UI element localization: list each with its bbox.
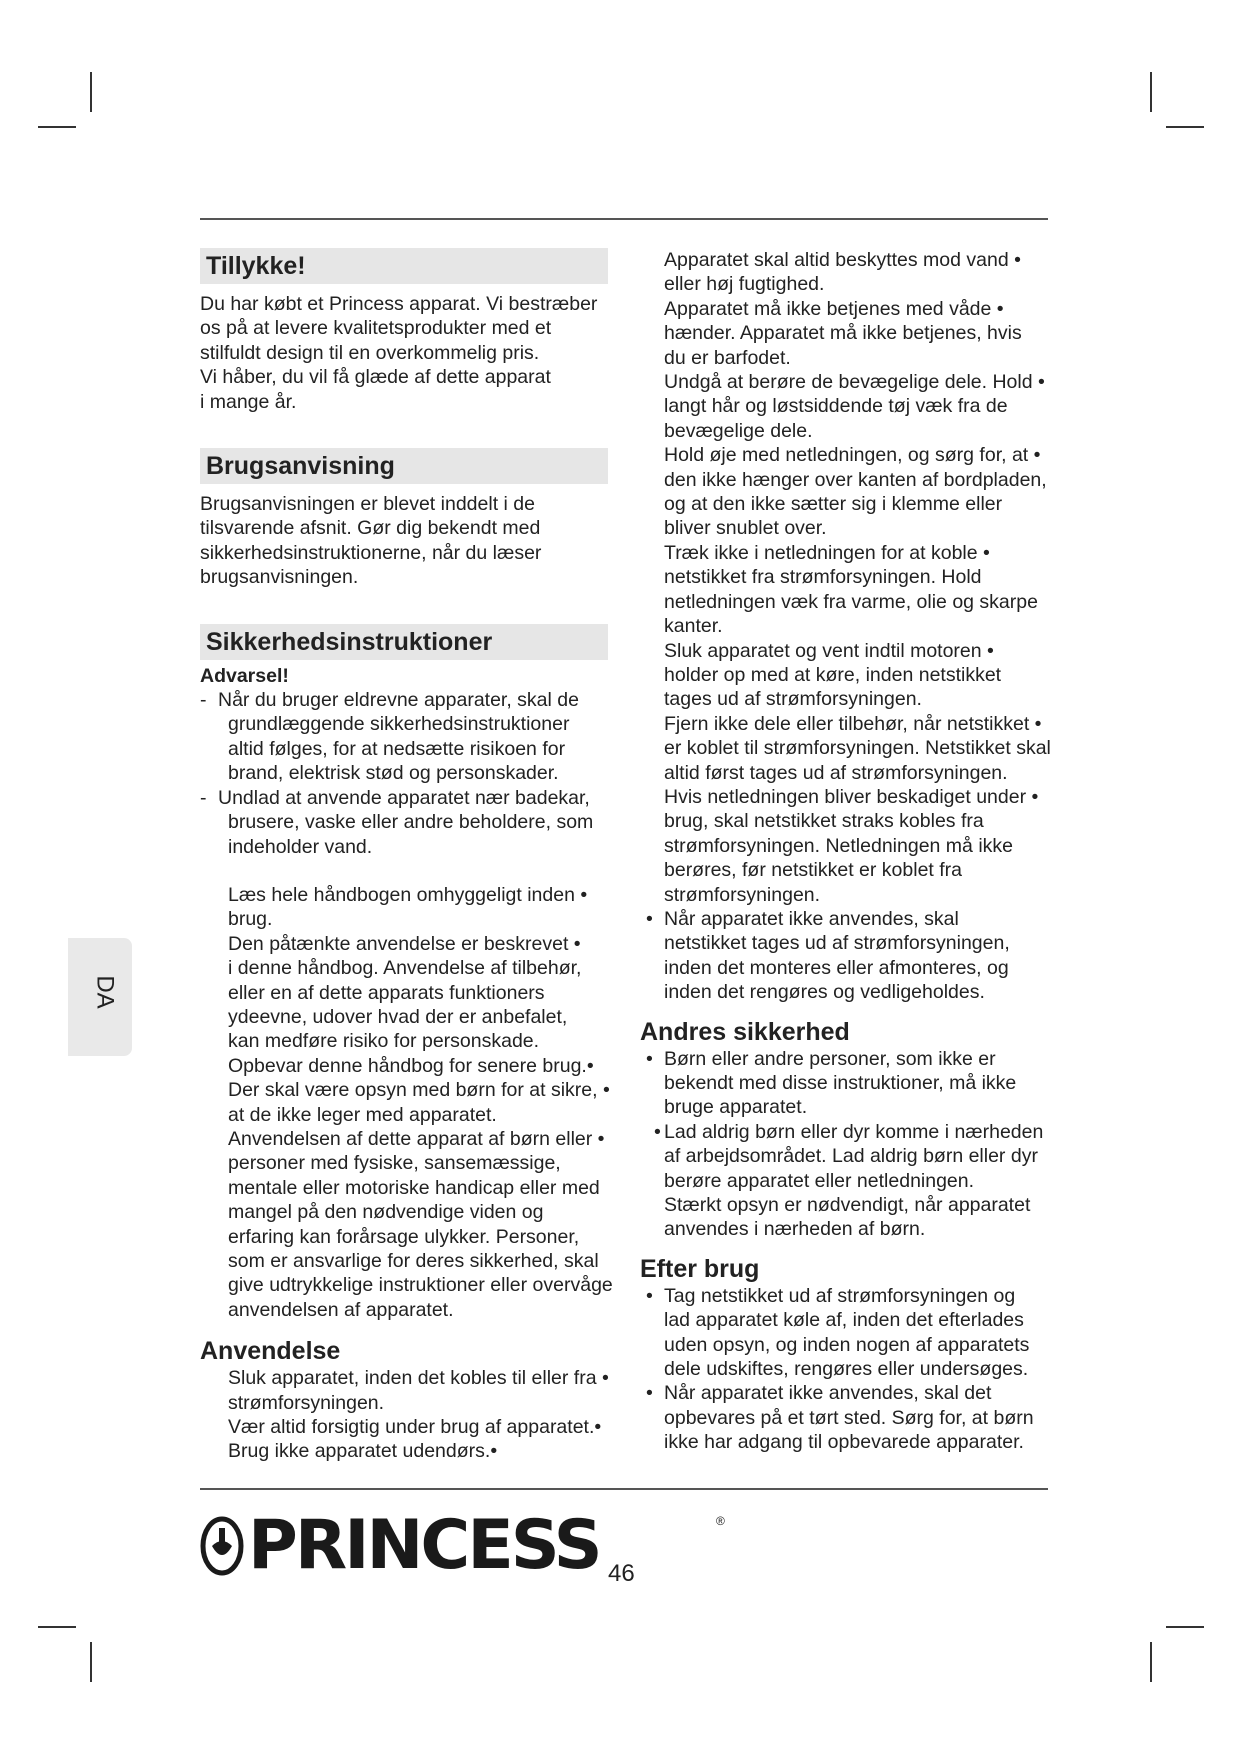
text-line: Du har købt et Princess apparat. Vi bestræber	[200, 293, 598, 315]
text-line: Brugsanvisningen er blevet inddelt i de	[200, 493, 535, 516]
text-line: Læs hele håndbogen omhyggeligt inden •	[228, 883, 588, 906]
text-line: og at den ikke sætter sig i klemme eller	[664, 493, 1003, 516]
left-column	[200, 248, 640, 1464]
text-line: strømforsyningen.	[228, 1391, 385, 1414]
text-line: er koblet til strømforsyningen. Netstikket skal	[664, 737, 1051, 760]
text-line: eller en af dette apparats funktioners	[228, 981, 545, 1004]
dash-marker: -	[200, 689, 207, 712]
text-line: Når du bruger eldrevne apparater, skal de	[218, 689, 579, 712]
heading-anvendelse: Anvendelse	[200, 1337, 341, 1366]
crop-mark	[90, 1642, 92, 1682]
brugsanvisning-text	[200, 492, 640, 590]
page-number: 46	[608, 1560, 635, 1587]
text-line: dele udskiftes, rengøres eller undersøges.	[664, 1358, 1029, 1381]
text-line: strømforsyningen.	[664, 883, 821, 906]
text-line: Den påtænkte anvendelse er beskrevet •	[228, 932, 581, 955]
bullet-item	[640, 1284, 1080, 1382]
text-line: brug.	[228, 908, 273, 931]
text-line: tilsvarende afsnit. Gør dig bekendt med	[200, 517, 541, 540]
bullet-item	[640, 1381, 1080, 1454]
bullet-item	[640, 907, 1080, 1005]
text-line: i denne håndbog. Anvendelse af tilbehør,	[228, 957, 582, 980]
text-line: netstikket tages ud af strømforsyningen,	[664, 932, 1010, 955]
registered-mark: ®	[716, 1514, 725, 1528]
text-line: Der skal være opsyn med børn for at sikre, •	[228, 1079, 610, 1102]
text-line: Vær altid forsigtig under brug af apparatet.•	[228, 1416, 602, 1439]
dash-marker: -	[200, 786, 207, 809]
text-line: Sluk apparatet og vent indtil motoren •	[664, 639, 994, 662]
text-line: altid først tages ud af strømforsyningen.	[664, 761, 1008, 784]
crop-mark	[1150, 72, 1152, 112]
text-line: Apparatet må ikke betjenes med våde •	[664, 297, 1004, 320]
text-line: erfaring kan forårsage ulykker. Personer,	[228, 1225, 580, 1248]
heading-efter-brug: Efter brug	[640, 1254, 760, 1283]
text-line: Anvendelsen af dette apparat af børn eller •	[228, 1127, 605, 1150]
text-line: tages ud af strømforsyningen.	[664, 688, 922, 711]
text-line: brand, elektrisk stød og personskader.	[228, 762, 559, 785]
text-line: strømforsyningen. Netledningen må ikke	[664, 834, 1013, 857]
text-line: anvendes i nærheden af børn.	[664, 1218, 926, 1241]
bottom-rule	[200, 1488, 1048, 1490]
tillykke-text	[200, 292, 640, 414]
bullet-item	[640, 1120, 1080, 1242]
safety-list-continued	[640, 248, 1080, 907]
text-line: inden det rengøres og vedligeholdes.	[664, 981, 985, 1004]
text-line: brug, skal netstikket straks kobles fra	[664, 810, 984, 833]
text-line: bruge apparatet.	[664, 1096, 808, 1119]
text-line: kan medføre risiko for personskade.	[228, 1030, 540, 1053]
text-line: Undgå at berøre de bevægelige dele. Hold •	[664, 371, 1045, 394]
text-line: at de ikke leger med apparatet.	[228, 1103, 497, 1126]
right-column	[640, 248, 1080, 1455]
text-line: Stærkt opsyn er nødvendigt, når apparatet	[664, 1194, 1031, 1217]
text-line: Hvis netledningen bliver beskadiget under •	[664, 785, 1039, 808]
text-line: brusere, vaske eller andre beholdere, som	[228, 811, 594, 834]
bullet-marker: •	[646, 907, 653, 930]
heading-tillykke: Tillykke!	[200, 248, 608, 284]
text-line: inden det monteres eller afmonteres, og	[664, 956, 1009, 979]
text-line: anvendelsen af apparatet.	[228, 1298, 454, 1321]
language-tab	[68, 938, 132, 1056]
text-line: uden opsyn, og inden nogen af apparatets	[664, 1333, 1030, 1356]
text-line: Når apparatet ikke anvendes, skal det	[664, 1382, 992, 1405]
text-line: Træk ikke i netledningen for at koble •	[664, 541, 990, 564]
text-line: kanter.	[664, 615, 723, 638]
text-line: personer med fysiske, sansemæssige,	[228, 1152, 561, 1175]
text-line: langt hår og løstsiddende tøj væk fra de	[664, 395, 1008, 418]
dash-item	[200, 786, 640, 859]
crop-mark	[38, 126, 76, 128]
crop-mark	[1166, 1626, 1204, 1628]
heading-brugsanvisning: Brugsanvisning	[200, 448, 608, 484]
text-line: Når apparatet ikke anvendes, skal	[664, 907, 959, 930]
crop-mark	[1166, 126, 1204, 128]
text-line: berøres, før netstikket er koblet fra	[664, 859, 963, 882]
crop-mark	[38, 1626, 76, 1628]
text-line: mentale eller motoriske handicap eller med	[228, 1176, 600, 1199]
language-tab-label: DA	[91, 975, 119, 1009]
text-line: Apparatet skal altid beskyttes mod vand •	[664, 249, 1021, 271]
text-line: du er barfodet.	[664, 346, 791, 369]
text-line: netstikket fra strømforsyningen. Hold	[664, 566, 982, 589]
text-line: lad apparatet køle af, inden det efterlades	[664, 1309, 1024, 1332]
text-line: netledningen væk fra varme, olie og skarpe	[664, 590, 1038, 613]
text-line: altid følges, for at nedsætte risikoen for	[228, 737, 566, 760]
text-line: indeholder vand.	[228, 835, 373, 858]
dash-item	[200, 688, 640, 786]
safety-list	[200, 883, 640, 1322]
bullet-marker: •	[646, 1382, 653, 1405]
text-line: som er ansvarlige for deres sikkerhed, skal	[228, 1250, 599, 1272]
text-line: os på at levere kvalitetsprodukter med et	[200, 317, 552, 340]
crop-mark	[90, 72, 92, 112]
text-line: i mange år.	[200, 390, 297, 413]
bullet-item	[640, 1047, 1080, 1120]
warning-label: Advarsel!	[200, 664, 289, 687]
text-line: Børn eller andre personer, som ikke er	[664, 1047, 996, 1070]
text-line: opbevares på et tørt sted. Sørg for, at børn	[664, 1406, 1034, 1429]
text-line: Brug ikke apparatet udendørs.•	[228, 1440, 498, 1463]
bullet-marker: •	[646, 1047, 653, 1070]
bullet-marker: •	[654, 1120, 661, 1143]
brand-wordmark: PRINCESS	[248, 1506, 600, 1585]
text-line: Lad aldrig børn eller dyr komme i nærheden	[664, 1120, 1044, 1143]
text-line: berøre apparatet eller netledningen.	[664, 1169, 975, 1192]
heading-sikkerhedsinstruktioner: Sikkerhedsinstruktioner	[200, 624, 608, 660]
text-line: af arbejdsområdet. Lad aldrig børn eller dyr	[664, 1145, 1038, 1168]
text-line: give udtrykkelige instruktioner eller overvåge	[228, 1274, 613, 1297]
text-line: sikkerhedsinstruktionerne, når du læser	[200, 541, 542, 564]
text-line: Undlad at anvende apparatet nær badekar,	[218, 786, 590, 809]
crown-emblem-icon	[200, 1516, 244, 1576]
text-line: stilfuldt design til en overkommelig pris.	[200, 341, 540, 364]
text-line: bevægelige dele.	[664, 419, 813, 442]
crop-mark	[1150, 1642, 1152, 1682]
heading-andres-sikkerhed: Andres sikkerhed	[640, 1017, 850, 1046]
text-line: Sluk apparatet, inden det kobles til eller fra •	[228, 1367, 609, 1390]
text-line: Tag netstikket ud af strømforsyningen og	[664, 1284, 1016, 1307]
text-line: hænder. Apparatet må ikke betjenes, hvis	[664, 322, 1022, 345]
top-rule	[200, 218, 1048, 220]
text-line: ydeevne, udover hvad der er anbefalet,	[228, 1005, 568, 1028]
text-line: Vi håber, du vil få glæde af dette apparat	[200, 366, 551, 389]
text-line: Hold øje med netledningen, og sørg for, at •	[664, 444, 1041, 467]
bullet-marker: •	[646, 1284, 653, 1307]
text-line: holder op med at køre, inden netstikket	[664, 663, 1002, 686]
text-line: bliver snublet over.	[664, 517, 827, 540]
text-line: den ikke hænger over kanten af bordpladen,	[664, 468, 1047, 491]
anvendelse-list	[200, 1366, 640, 1464]
text-line: mangel på den nødvendige viden og	[228, 1201, 544, 1224]
text-line: brugsanvisningen.	[200, 566, 359, 589]
text-line: Opbevar denne håndbog for senere brug.•	[228, 1054, 594, 1077]
text-line: ikke har adgang til opbevarede apparater.	[664, 1431, 1024, 1454]
text-line: bekendt med disse instruktioner, må ikke	[664, 1072, 1017, 1094]
text-line: grundlæggende sikkerhedsinstruktioner	[228, 713, 570, 736]
text-line: eller høj fugtighed.	[664, 273, 825, 296]
text-line: Fjern ikke dele eller tilbehør, når netstikket •	[664, 712, 1042, 735]
